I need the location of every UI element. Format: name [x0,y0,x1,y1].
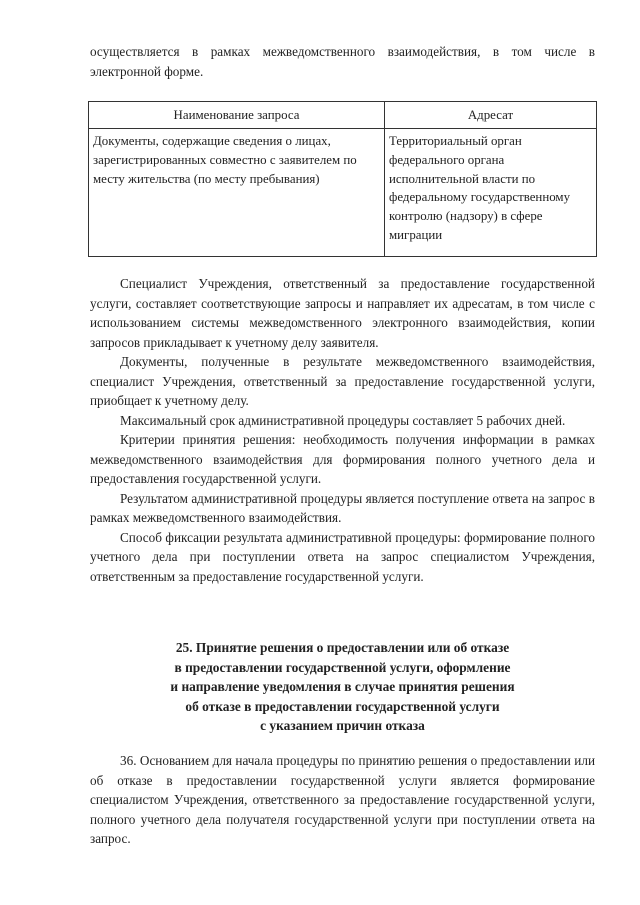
paragraph-procedure-result: Результатом административной процедуры является поступление ответа на запрос в рамках межведомственного взаимодействия. [90,490,595,525]
heading-line: с указанием причин отказа [260,718,425,733]
paragraph-decision-criteria: Критерии принятия решения: необходимость получения информации в рамках межведомственного взаимодействия для формирования полного учетного дела и предоставления государственной услуги. [90,432,595,486]
table-header-addressee: Адресат [385,102,597,129]
heading-line: в предоставлении государственной услуги, оформление [174,659,511,675]
heading-line: и направление уведомления в случае принятия решения [170,679,515,694]
body-text-block [90,274,595,586]
table-header-row [89,102,597,129]
table-header-request-name: Наименование запроса [89,102,385,129]
table-row [89,129,597,257]
requests-table [88,101,597,257]
heading-line: об отказе в предоставлении государственной услуги [185,698,500,714]
paragraph-result-fixation: Способ фиксации результата административной процедуры: формирование полного учетного дела при поступлении ответа на запрос специалистом Учреждения, ответственным за предоставление государственной услуги. [90,529,595,584]
heading-line: 25. Принятие решения о предоставлении или об отказе [175,640,510,655]
table-cell-addressee: Территориальный орган федерального органа исполнительной власти по федеральному государственному контролю (надзору) в сфере миграции [385,129,597,257]
intro-text-block [90,42,595,81]
paragraph-36: 36. Основанием для начала процедуры по принятию решения о предоставлении или об отказе в предоставлении государственной услуги является формирование специалистом Учреждения, ответственного за предоставление государственной услуги, полного учетного дела получателя государственной услуги при поступлении ответа на запрос. [90,753,595,846]
paragraph-specialist-requests: Специалист Учреждения, ответственный за предоставление государственной услуги, составляет соответствующие запросы и направляет их адресатам, в том числе с использованием системы межведомственного электронного взаимодействия, копии запросов прикладывает к учетному делу заявителя. [90,276,595,350]
paragraph-max-term: Максимальный срок административной процедуры составляет 5 рабочих дней. [120,412,566,428]
intro-paragraph: осуществляется в рамках межведомственного взаимодействия, в том числе в электронной форме. [90,44,595,79]
paragraph-documents-received: Документы, полученные в результате межведомственного взаимодействия, специалист Учреждения, ответственный за предоставление государственной услуги, приобщает к учетному делу. [90,354,595,408]
table-cell-request: Документы, содержащие сведения о лицах, зарегистрированных совместно с заявителем по месту жительства (по месту пребывания) [89,129,385,257]
section-heading [100,638,585,736]
final-text-block [90,751,595,849]
